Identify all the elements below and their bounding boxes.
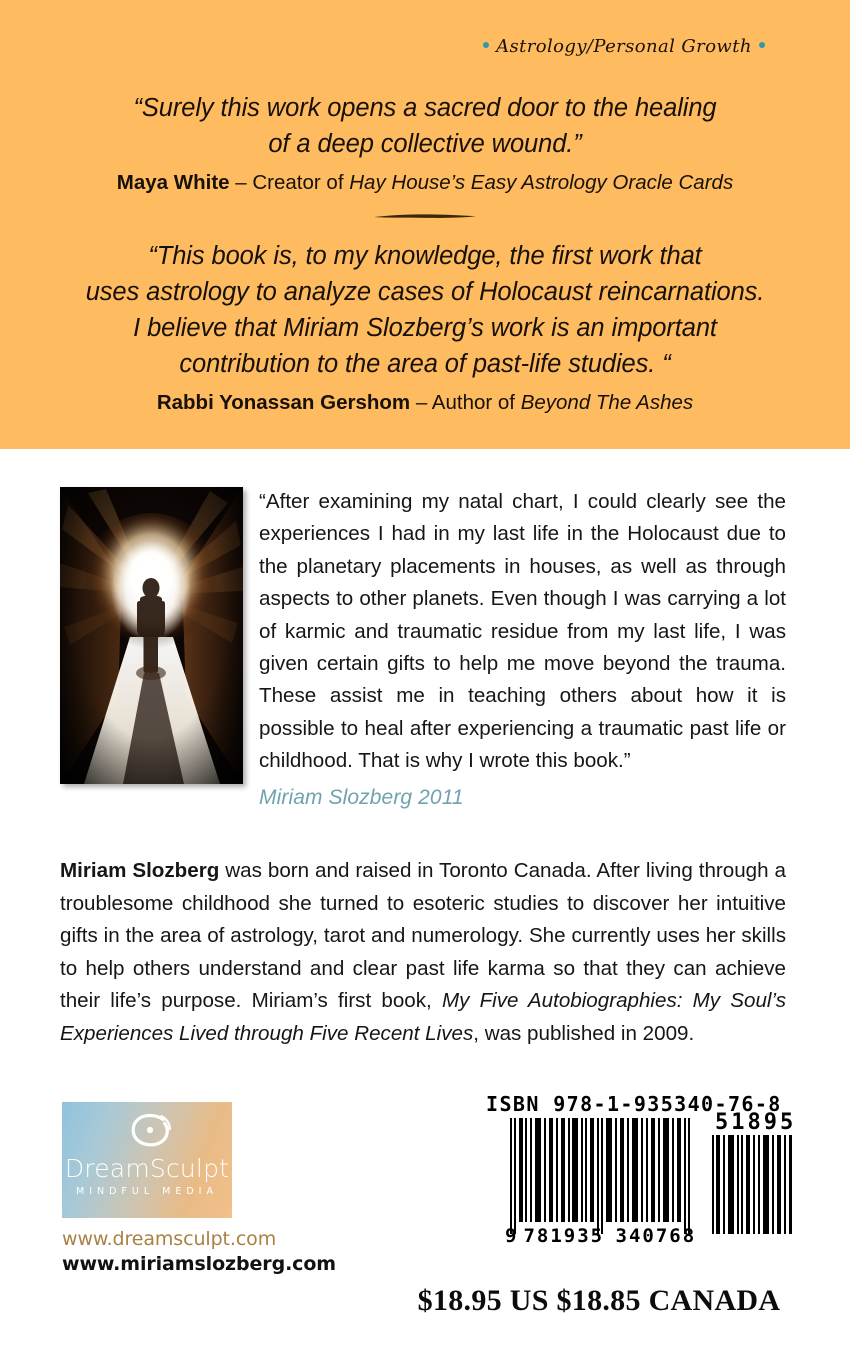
quote-line: “This book is, to my knowledge, the first work that [148,242,702,270]
quote-line: I believe that Miriam Slozberg’s work is an important [133,314,717,342]
genre-label: Astrology/Personal Growth [496,36,752,57]
endorsement-block-1 [0,90,850,197]
author-bio-paragraph [60,855,786,1051]
ean13-group-1: 781935 [523,1225,605,1247]
price-text: $18.95 US $18.85 CANADA [417,1284,781,1317]
previous-book-title: My Five Autobiographies: My Soul’s Experiences Lived through Five Recent Lives [60,989,787,1045]
brushstroke-divider-icon [373,213,477,219]
author-website-link[interactable]: www.miriamslozberg.com [62,1253,336,1275]
quote-line: uses astrology to analyze cases of Holocaust reincarnations. [85,278,765,306]
endorser-work-title: Beyond The Ashes [520,391,694,414]
circle-brushstroke-icon [62,1102,232,1158]
author-testimonial-text: “After examining my natal chart, I could clearly see the experiences I had in my last life in the Holocaust due to the planetary placements in houses, as well as through aspects to other planets. Even though I was carrying a lot of karmic and traumatic residue from my last life, I was given certain gifts to help me move beyond the trauma. These assist me in teaching others about how it is possible to heal after experiencing a traumatic past life or childhood. That is why I wrote this book.” [259,490,786,773]
publisher-logo-name: DreamSculpt [64,1154,230,1183]
endorsement-block-2 [0,238,850,417]
endorsement-quote-2 [0,238,850,382]
barcode-block [478,1092,798,1272]
bullet-dot-icon-left [483,42,489,48]
bio-part-one: was born and raised in Toronto Canada. After living through a troublesome childhood she turned to esoteric studies to discover her intuitive gifts in the area of astrology, tarot and numerology. She currently uses her skills to help others understand and clear past life karma so that they can achieve their life’s purpose. Miriam’s first book, [60,859,787,1013]
endorser-dash: – [410,391,432,414]
ean13-digits [505,1225,696,1247]
bullet-dot-icon-right [759,42,765,48]
price-line [0,1284,850,1318]
tunnel-light-photo [60,487,243,784]
bio-part-two: , was published in 2009. [473,1021,695,1045]
endorser-role: Creator of [252,171,350,194]
quote-line: of a deep collective wound.” [268,130,582,158]
endorser-name: Maya White [116,171,230,194]
endorser-role: Author of [431,391,521,414]
publisher-website-link[interactable]: www.dreamsculpt.com [62,1228,277,1250]
endorser-work-title: Hay House’s Easy Astrology Oracle Cards [349,171,734,194]
author-name: Miriam Slozberg [60,859,220,882]
quote-line: “Surely this work opens a sacred door to the healing [133,94,717,122]
endorsement-quote-1 [0,90,850,162]
genre-category-line [0,36,850,57]
publisher-logo-tagline: MINDFUL MEDIA [76,1186,218,1197]
ean13-barcode-icon [508,1118,694,1234]
ean13-group-2: 340768 [615,1225,697,1247]
website-links [62,1227,336,1277]
endorser-name: Rabbi Yonassan Gershom [156,391,411,414]
endorsement-attribution-2 [0,389,850,417]
addon-barcode-digits: 51895 [715,1110,797,1135]
tunnel-light-illustration-icon [60,487,243,784]
testimonial-signature: Miriam Slozberg 2011 [259,786,464,809]
endorser-dash: – [229,171,253,194]
ean13-lead-digit: 9 [505,1225,517,1247]
endorsement-attribution-1 [0,169,850,197]
quote-line: contribution to the area of past-life studies. “ [179,350,671,378]
isbn-text: ISBN 978-1-935340-76-8 [486,1092,782,1116]
publisher-logo [62,1102,232,1218]
ean5-addon-barcode-icon [710,1135,794,1234]
